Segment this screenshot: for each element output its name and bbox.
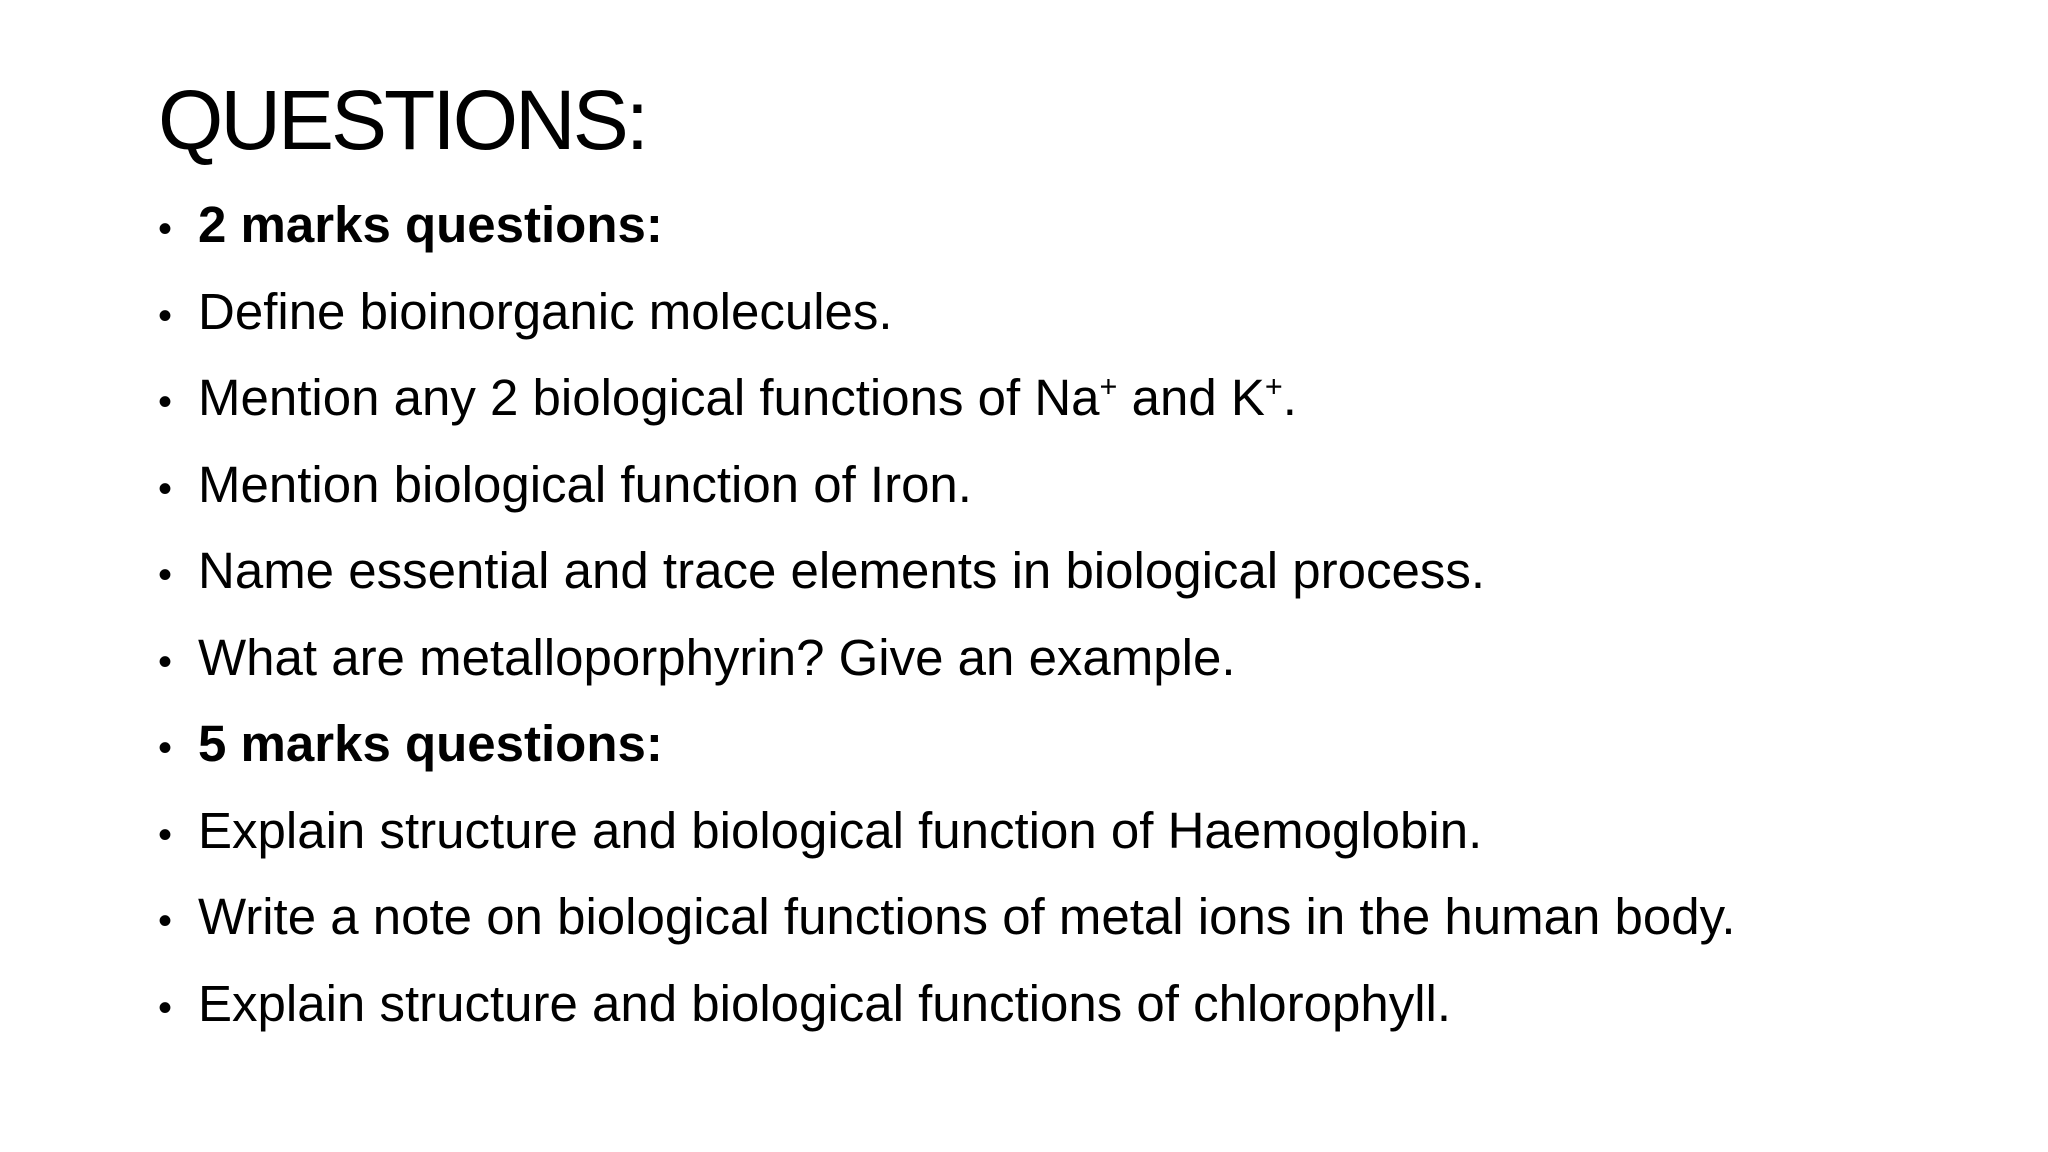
bullet-icon: • [158,293,173,338]
question-text-part: Mention any 2 biological functions of Na [198,369,1100,426]
bullet-icon: • [158,985,173,1030]
question-text: What are metalloporphyrin? Give an example. [198,628,1236,686]
list-item [158,269,2008,356]
question-text [198,355,1297,442]
question-text: Name essential and trace elements in biological process. [198,542,1486,599]
question-text: Mention biological function of Iron. [198,455,972,513]
list-item-two-marks-heading [158,182,2008,269]
list-item [158,788,2008,875]
question-text-part: . [1282,369,1297,426]
list-item [158,442,2008,529]
bullet-icon: • [158,812,173,857]
superscript: + [1099,369,1118,404]
page-title: QUESTIONS: [158,73,647,167]
list-item [158,961,2008,1048]
list-item [158,874,2008,961]
section-heading: 5 marks questions: [198,715,663,772]
bullet-icon: • [158,639,173,684]
list-item-five-marks-heading [158,701,2008,788]
bullet-icon: • [158,466,173,511]
question-text: Explain structure and biological functions of chlorophyll. [198,974,1452,1032]
question-text: Define bioinorganic molecules. [198,282,893,340]
list-item [158,528,2008,615]
bullet-icon: • [158,380,173,424]
bullet-icon: • [158,899,173,943]
bullet-icon: • [158,726,173,770]
question-text-part: and K [1117,369,1265,426]
superscript: + [1264,369,1283,404]
question-list [158,182,2008,1047]
list-item [158,355,2008,442]
question-text: Explain structure and biological function of Haemoglobin. [198,801,1483,859]
bullet-icon: • [158,207,173,251]
question-text: Write a note on biological functions of metal ions in the human body. [198,888,1736,945]
section-heading: 2 marks questions: [198,196,663,253]
list-item [158,615,2008,702]
bullet-icon: • [158,553,173,597]
